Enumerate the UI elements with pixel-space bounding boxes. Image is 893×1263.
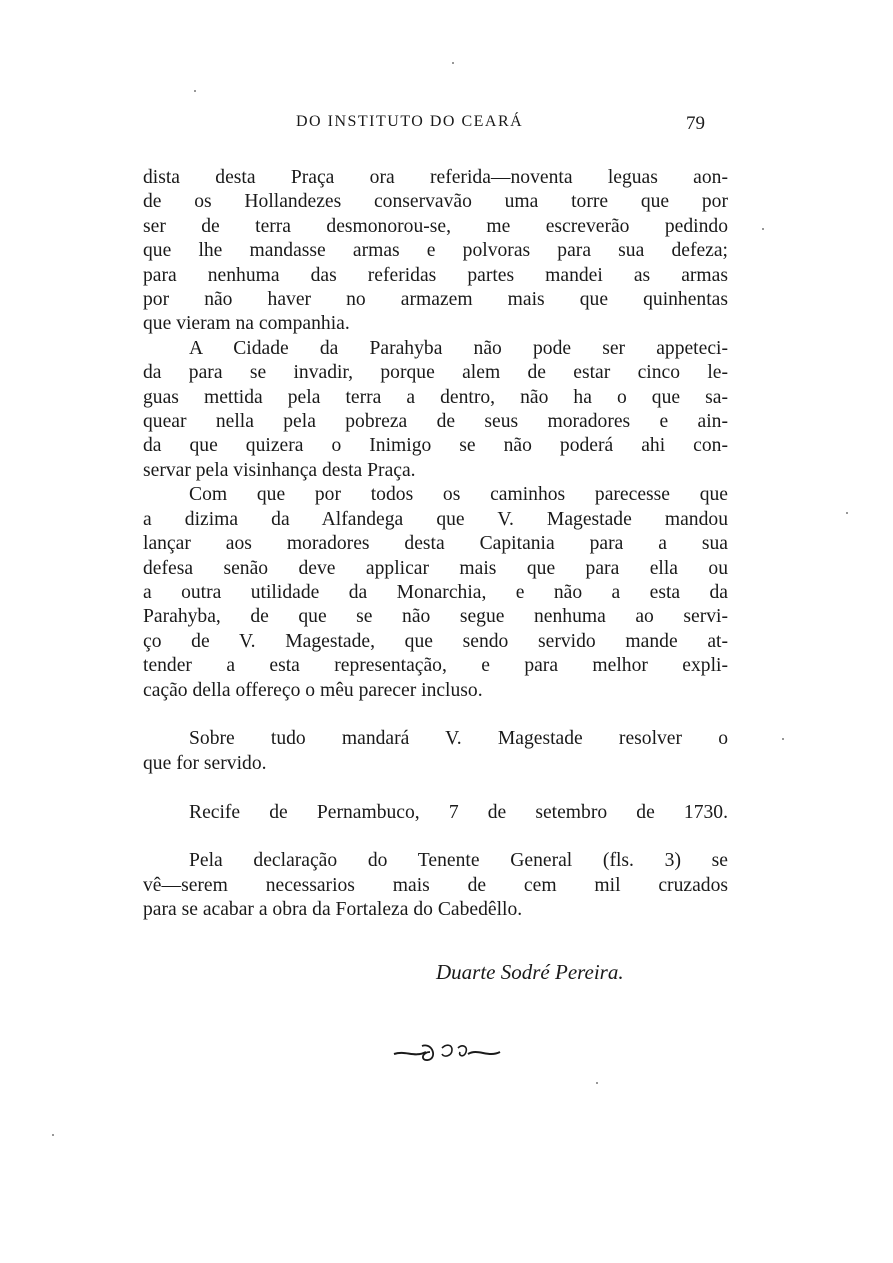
text-line: servar pela visinhança desta Praça. bbox=[143, 459, 416, 481]
paper-speck bbox=[452, 62, 454, 64]
text-line: defesa senão deve applicar mais que para ella ou bbox=[143, 557, 728, 579]
paper-speck bbox=[194, 90, 196, 92]
text-line: por não haver no armazem mais que quinhentas bbox=[143, 289, 728, 311]
text-line: que for servido. bbox=[143, 752, 267, 774]
printer-flourish-icon bbox=[392, 1040, 502, 1070]
text-line: A Cidade da Parahyba não pode ser appeteci- bbox=[189, 337, 728, 359]
text-line: quear nella pela pobreza de seus moradores e ain- bbox=[143, 411, 728, 433]
text-line: ser de terra desmonorou-se, me escreverão pedindo bbox=[143, 215, 728, 237]
text-line: Parahyba, de que se não segue nenhuma ao servi- bbox=[143, 606, 728, 628]
paper-speck bbox=[52, 1134, 54, 1136]
text-line: da que quizera o Inimigo se não poderá ahi con- bbox=[143, 435, 728, 457]
text-line: que vieram na companhia. bbox=[143, 313, 350, 335]
text-line: para se acabar a obra da Fortaleza do Cabedêllo. bbox=[143, 899, 523, 921]
text-line: dista desta Praça ora referida—noventa leguas aon- bbox=[143, 167, 728, 188]
paper-speck bbox=[846, 512, 848, 514]
body-text bbox=[143, 166, 728, 923]
paragraph-gap bbox=[143, 776, 728, 800]
page-number: 79 bbox=[686, 113, 705, 134]
text-line: vê—serem necessarios mais de cem mil cruzados bbox=[143, 874, 728, 896]
text-line: Pela declaração do Tenente General (fls. 3) se bbox=[189, 850, 728, 872]
text-line: Sobre tudo mandará V. Magestade resolver o bbox=[189, 728, 728, 750]
text-line: cação della offereço o mêu parecer incluso. bbox=[143, 679, 483, 701]
text-line: guas mettida pela terra a dentro, não ha o que sa- bbox=[143, 386, 728, 408]
text-line: para nenhuma das referidas partes mandei as armas bbox=[143, 264, 728, 286]
text-line: lançar aos moradores desta Capitania para a sua bbox=[143, 533, 728, 555]
text-line: de os Hollandezes conservavão uma torre que por bbox=[143, 191, 728, 213]
paragraph-gap bbox=[143, 703, 728, 727]
paper-speck bbox=[596, 1082, 598, 1084]
paragraph-gap bbox=[143, 825, 728, 849]
signature: Duarte Sodré Pereira. bbox=[436, 960, 624, 984]
text-line: tender a esta representação, e para melhor expli- bbox=[143, 655, 728, 677]
text-line: a outra utilidade da Monarchia, e não a esta da bbox=[143, 581, 728, 603]
paper-speck bbox=[782, 738, 784, 740]
text-line: da para se invadir, porque alem de estar cinco le- bbox=[143, 362, 728, 384]
dateline: Recife de Pernambuco, 7 de setembro de 1730. bbox=[189, 801, 728, 823]
paper-speck bbox=[762, 228, 764, 230]
running-title: DO INSTITUTO DO CEARÁ bbox=[296, 113, 524, 130]
text-line: que lhe mandasse armas e polvoras para sua defeza; bbox=[143, 240, 728, 262]
text-line: ço de V. Magestade, que sendo servido mande at- bbox=[143, 630, 728, 652]
text-line: a dizima da Alfandega que V. Magestade mandou bbox=[143, 508, 728, 530]
text-line: Com que por todos os caminhos parecesse que bbox=[189, 484, 728, 506]
